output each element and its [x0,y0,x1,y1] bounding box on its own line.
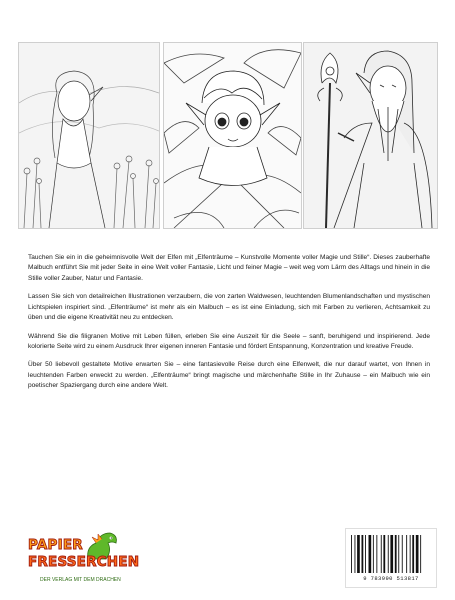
paragraph: Lassen Sie sich von detailreichen Illustrationen verzaubern, die von zarten Waldwesen, leuchtenden Blumenlandschaften und mystischen Lichtspielen inspiriert sind. „Elfenträume“ ist mehr als ein Malbuch – es ist eine Einladung, sich mit Farben zu verlieren, Achtsamkeit zu üben und die eigene Kreativität neu zu entdecken. [28,293,430,322]
logo-tagline: DER VERLAG MIT DEM DRACHEN [40,577,121,583]
description-text [28,253,430,400]
elf-girl-illustration [18,42,160,229]
publisher-logo [22,529,140,587]
paragraph: Über 50 liebevoll gestaltete Motive erwarten Sie – eine fantasievolle Reise durch eine Elfenwelt, die nur darauf wartet, von Ihnen in leuchtenden Farben erweckt zu werden. „Elfenträume“ bringt magische und märchenhafte Stille in Ihr Zuhause – ein Malbuch wie ein poetischer Spaziergang durch eine andere Welt. [28,361,430,390]
logo-line2: FRESSERCHEN [28,554,140,570]
barcode-icon [351,535,431,573]
paragraph: Tauchen Sie ein in die geheimnisvolle Welt der Elfen mit „Elfenträume – Kunstvolle Momente voller Magie und Stille“. Dieses zauberhafte Malbuch entführt Sie mit jeder Seite in eine Welt voller Fantasie, Licht und feiner Magie – weit weg vom Lärm des Alltags und hinein in die Stille voller Zauber, Natur und Fantasie. [28,254,430,282]
elf-wizard-illustration [303,42,438,229]
logo-line1: PAPIER [28,537,83,553]
paragraph: Während Sie die filigranen Motive mit Leben füllen, erleben Sie eine Auszeit für die Seele – sanft, beruhigend und inspirierend. Jede kolorierte Seite wird zu einem Ausdruck Ihrer eigenen inneren Fantasie und fördert Entspannung, Konzentration und kreative Freude. [28,332,430,350]
barcode-number: 9 783990 513817 [363,575,419,582]
elf-child-illustration [163,42,302,229]
barcode [345,528,437,588]
